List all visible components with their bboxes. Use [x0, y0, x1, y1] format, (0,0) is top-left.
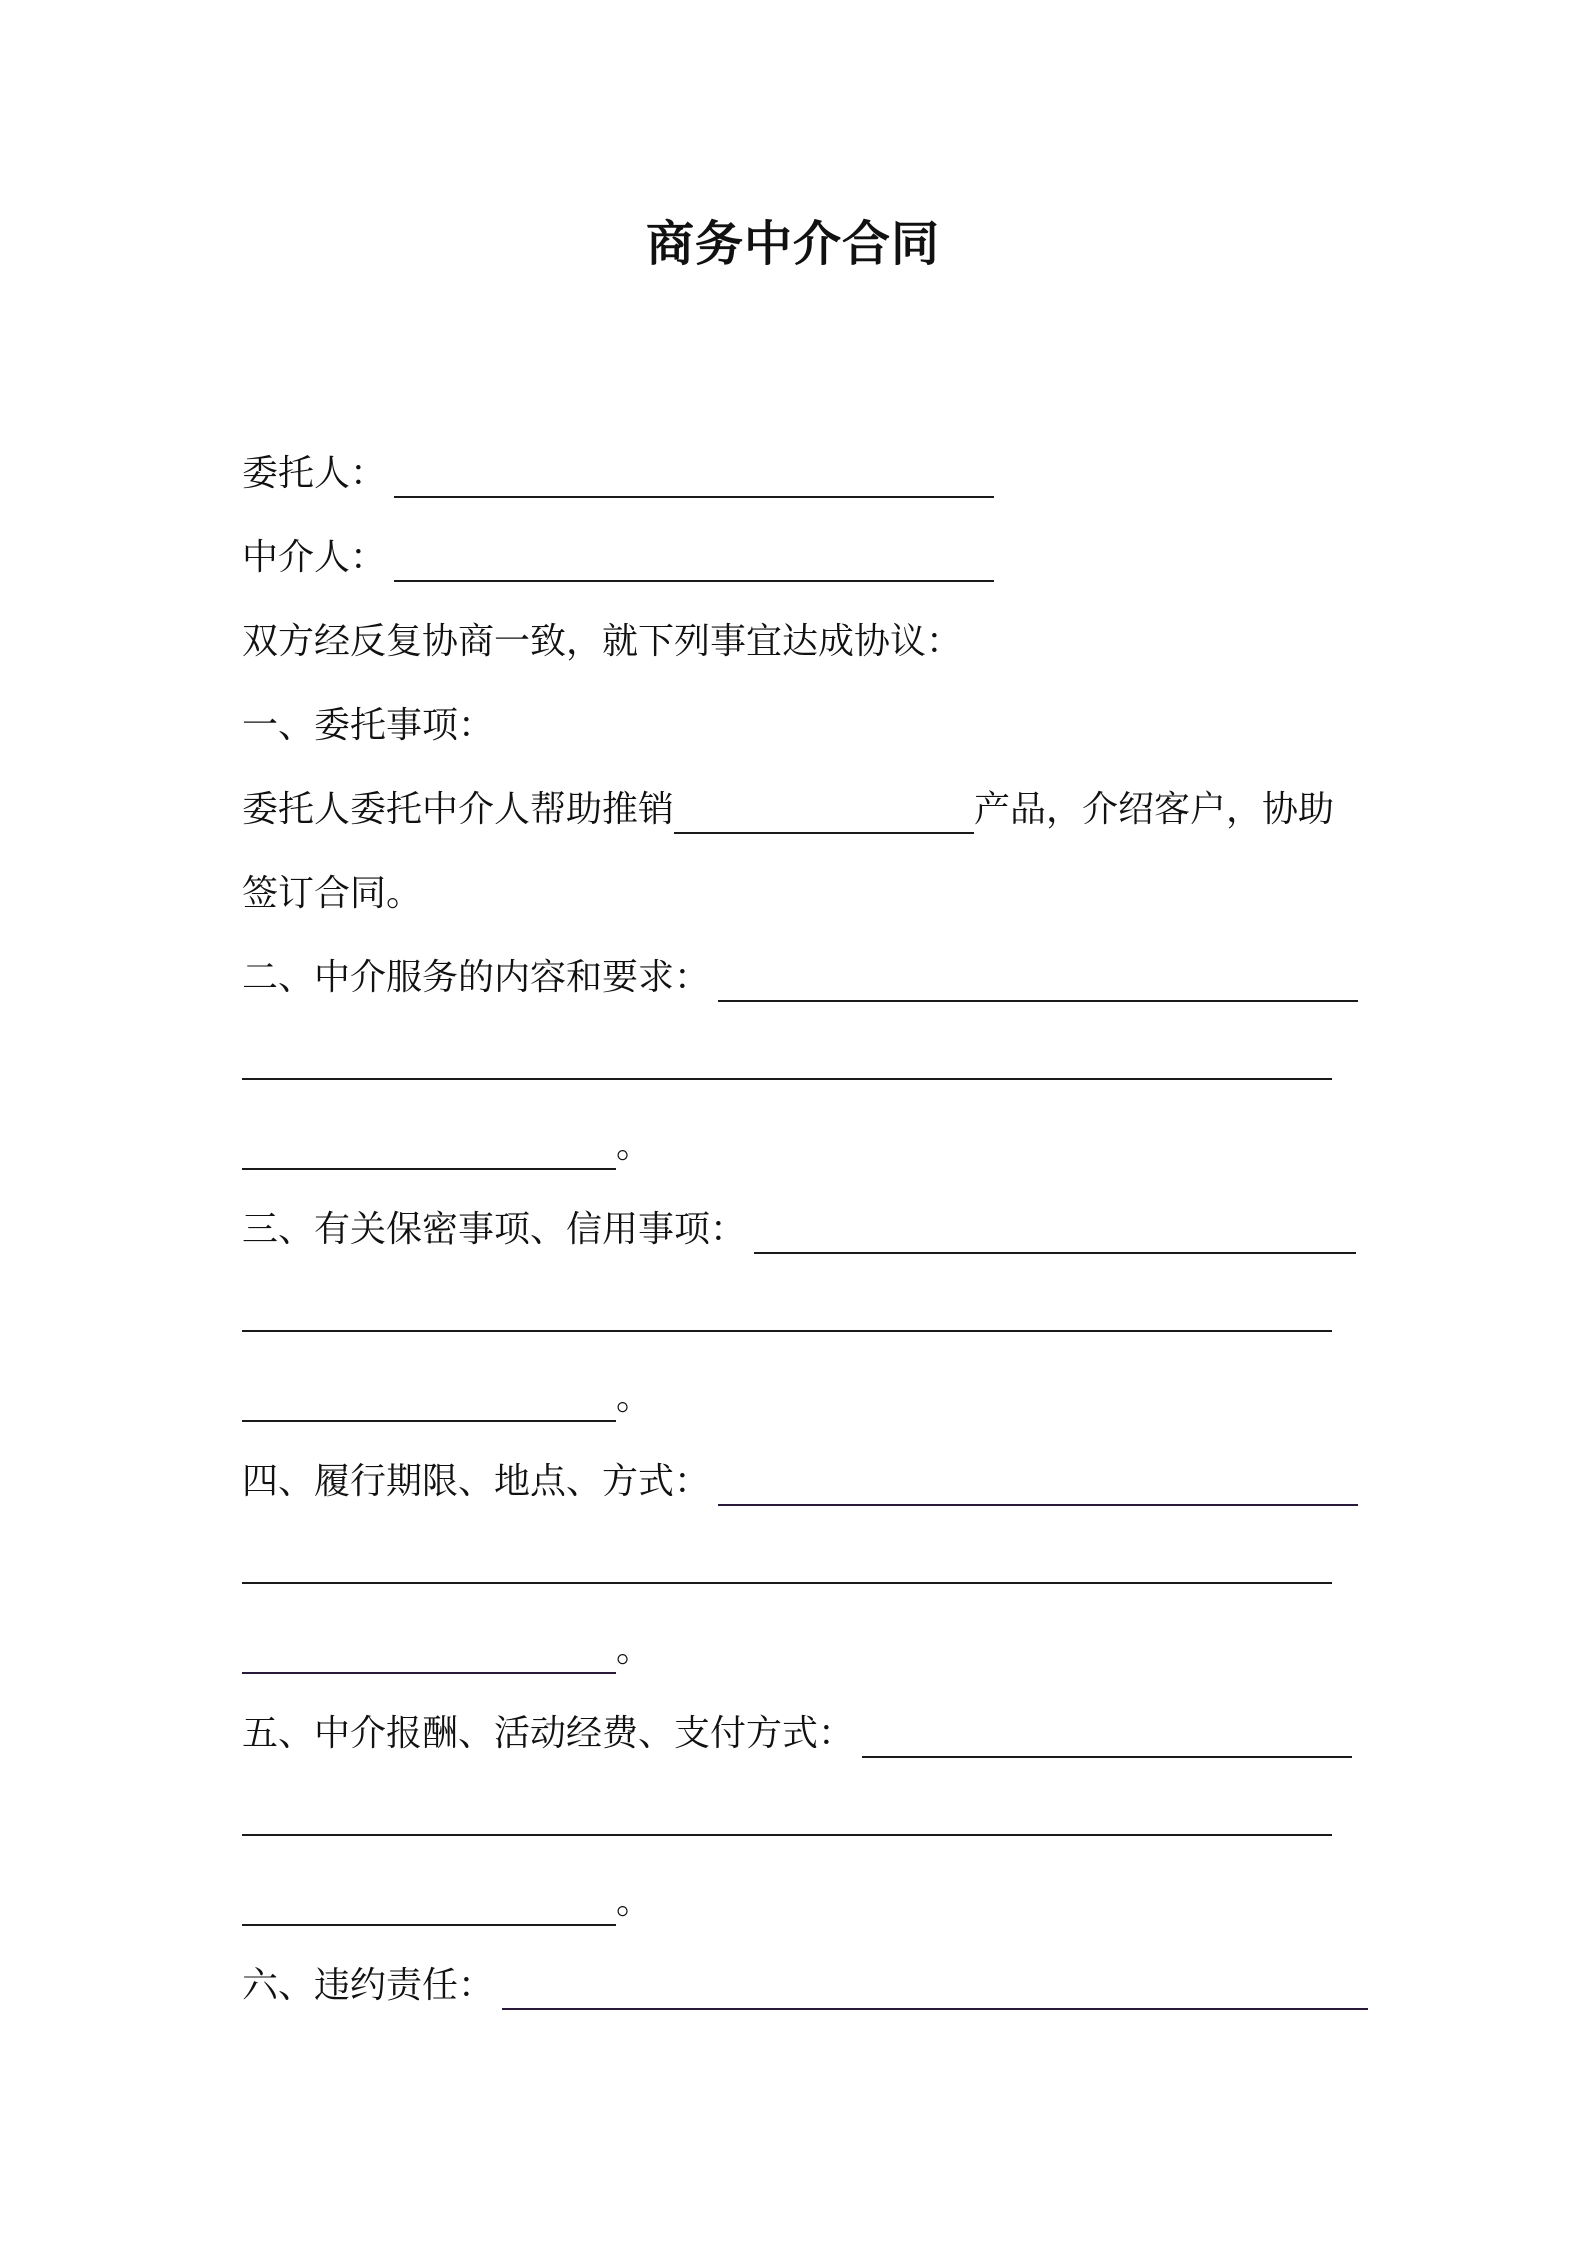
section-4-blank-line-3	[242, 1626, 652, 1674]
section-4-blank-line-2	[242, 1542, 1332, 1584]
section-3-period: 。	[616, 1377, 653, 1418]
agent-blank[interactable]	[394, 540, 994, 582]
section-1-text-before: 委托人委托中介人帮助推销	[242, 789, 675, 830]
client-label: 委托人：	[242, 453, 387, 494]
section-5-blank-1[interactable]	[862, 1716, 1352, 1758]
section-3-blank-1[interactable]	[754, 1212, 1356, 1254]
section-3-blank-line-2	[242, 1290, 1332, 1332]
section-3-blank-3[interactable]	[242, 1380, 616, 1422]
section-5-heading-line	[242, 1710, 1352, 1758]
section-3-heading-text: 三、有关保密事项、信用事项：	[242, 1209, 747, 1250]
section-6-blank-1[interactable]	[502, 1968, 1368, 2010]
section-2-blank-1[interactable]	[718, 960, 1358, 1002]
client-blank[interactable]	[394, 456, 994, 498]
section-1-continued-line	[242, 870, 422, 918]
section-6-heading-line	[242, 1962, 1368, 2010]
section-1-heading	[242, 702, 494, 750]
section-2-blank-2[interactable]	[242, 1038, 1332, 1080]
section-4-blank-3[interactable]	[242, 1632, 616, 1674]
section-3-blank-2[interactable]	[242, 1290, 1332, 1332]
section-1-text-after: 产品，介绍客户，协助	[974, 789, 1335, 830]
section-5-blank-2[interactable]	[242, 1794, 1332, 1836]
section-4-period: 。	[616, 1629, 653, 1670]
intro-text: 双方经反复协商一致，就下列事宜达成协议：	[242, 621, 963, 662]
section-3-heading-line	[242, 1206, 1356, 1254]
section-2-blank-line-3	[242, 1122, 652, 1170]
section-1-text-continued: 签订合同。	[242, 873, 423, 914]
intro-line	[242, 618, 962, 666]
section-1-text-line	[242, 786, 1334, 834]
section-4-blank-1[interactable]	[718, 1464, 1358, 1506]
section-4-heading-text: 四、履行期限、地点、方式：	[242, 1461, 711, 1502]
section-1-heading-text: 一、委托事项：	[242, 705, 495, 746]
section-4-heading-line	[242, 1458, 1358, 1506]
section-3-blank-line-3	[242, 1374, 652, 1422]
agent-line	[242, 534, 994, 582]
page-title: 商务中介合同	[645, 216, 940, 272]
section-2-blank-3[interactable]	[242, 1128, 616, 1170]
section-2-period: 。	[616, 1125, 653, 1166]
section-5-heading-text: 五、中介报酬、活动经费、支付方式：	[242, 1713, 855, 1754]
section-5-blank-3[interactable]	[242, 1884, 616, 1926]
agent-label: 中介人：	[242, 537, 387, 578]
section-5-period: 。	[616, 1881, 653, 1922]
section-6-heading-text: 六、违约责任：	[242, 1965, 495, 2006]
product-blank[interactable]	[674, 792, 974, 834]
section-4-blank-2[interactable]	[242, 1542, 1332, 1584]
section-5-blank-line-3	[242, 1878, 652, 1926]
section-2-blank-line-2	[242, 1038, 1332, 1080]
section-5-blank-line-2	[242, 1794, 1332, 1836]
client-line	[242, 450, 994, 498]
section-2-heading-text: 二、中介服务的内容和要求：	[242, 957, 711, 998]
section-2-heading-line	[242, 954, 1358, 1002]
